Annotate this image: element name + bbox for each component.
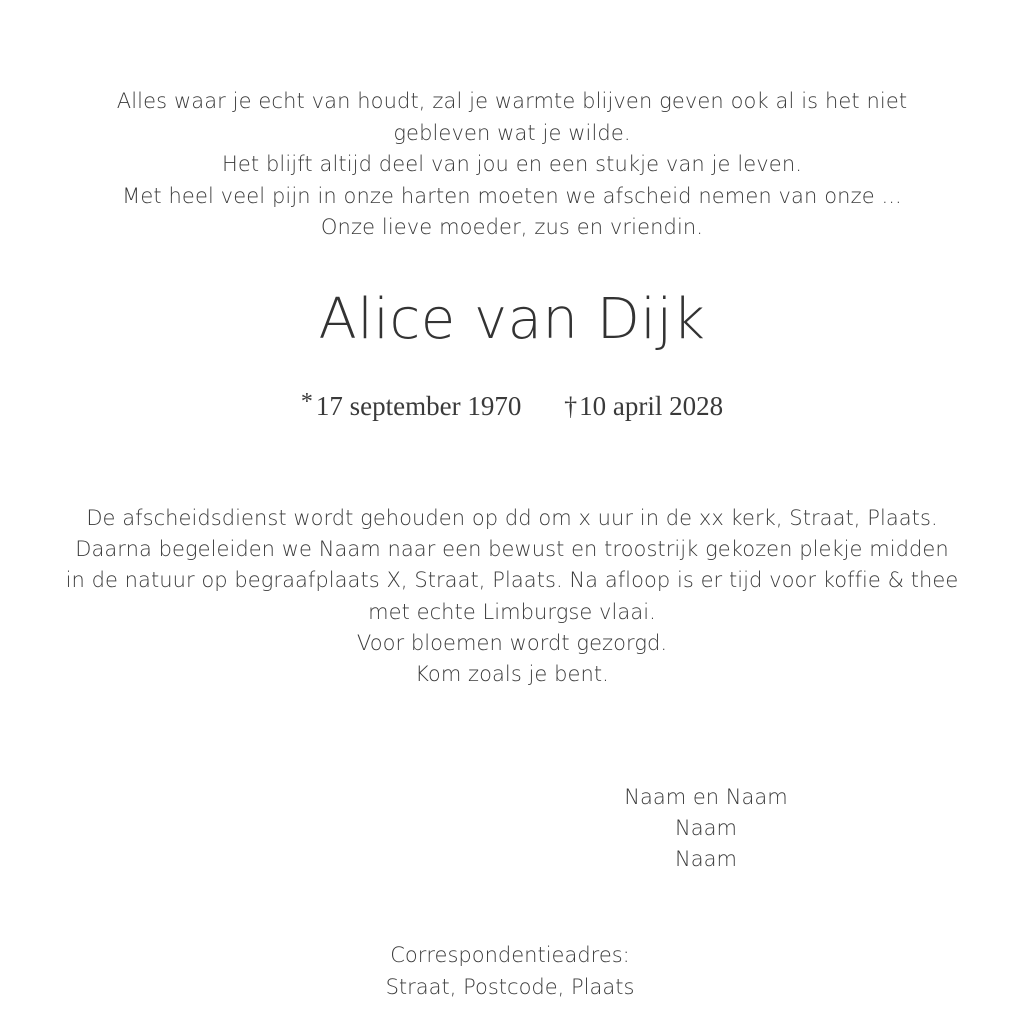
birth-symbol: * [300, 389, 313, 415]
service-line: met echte Limburgse vlaai. [368, 599, 656, 624]
deceased-name: Alice van Dijk [318, 287, 706, 352]
signer-line: Naam en Naam [624, 785, 788, 809]
correspondence-label: Correspondentieadres: [390, 943, 630, 967]
service-info-block [0, 503, 1024, 690]
service-line: in de natuur op begraafplaats X, Straat, Plaats. Na afloop is er tijd voor koffie & thee [65, 568, 959, 593]
birth-date: 17 september 1970 [315, 391, 522, 421]
service-line: De afscheidsdienst wordt gehouden op dd om x uur in de xx kerk, Straat, Plaats. [86, 506, 938, 530]
signer-line: Naam [675, 816, 737, 840]
poem-block [0, 86, 1024, 244]
poem-line: Met heel veel pijn in onze harten moeten we afscheid nemen van onze ... [122, 183, 902, 208]
correspondence-block [370, 939, 650, 1003]
death-symbol: † [564, 392, 578, 421]
service-line: Voor bloemen wordt gezorgd. [356, 630, 668, 655]
service-line: Kom zoals je bent. [415, 662, 609, 687]
signers-block [588, 782, 824, 875]
birth-date-group [301, 382, 521, 426]
poem-line: Het blijft altijd deel van jou en een stukje van je leven. [221, 152, 803, 176]
death-date-group [564, 386, 723, 427]
correspondence-address: Straat, Postcode, Plaats [385, 975, 635, 999]
poem-line: Alles waar je echt van houdt, zal je warmte blijven geven ook al is het niet [116, 89, 908, 113]
poem-line: Onze lieve moeder, zus en vriendin. [320, 215, 704, 239]
life-dates [0, 382, 1024, 427]
service-line: Daarna begeleiden we Naam naar een bewust en troostrijk gekozen plekje midden [75, 537, 949, 562]
death-date: 10 april 2028 [579, 391, 724, 421]
poem-line: gebleven wat je wilde. [393, 120, 631, 145]
signer-line: Naam [675, 847, 737, 871]
